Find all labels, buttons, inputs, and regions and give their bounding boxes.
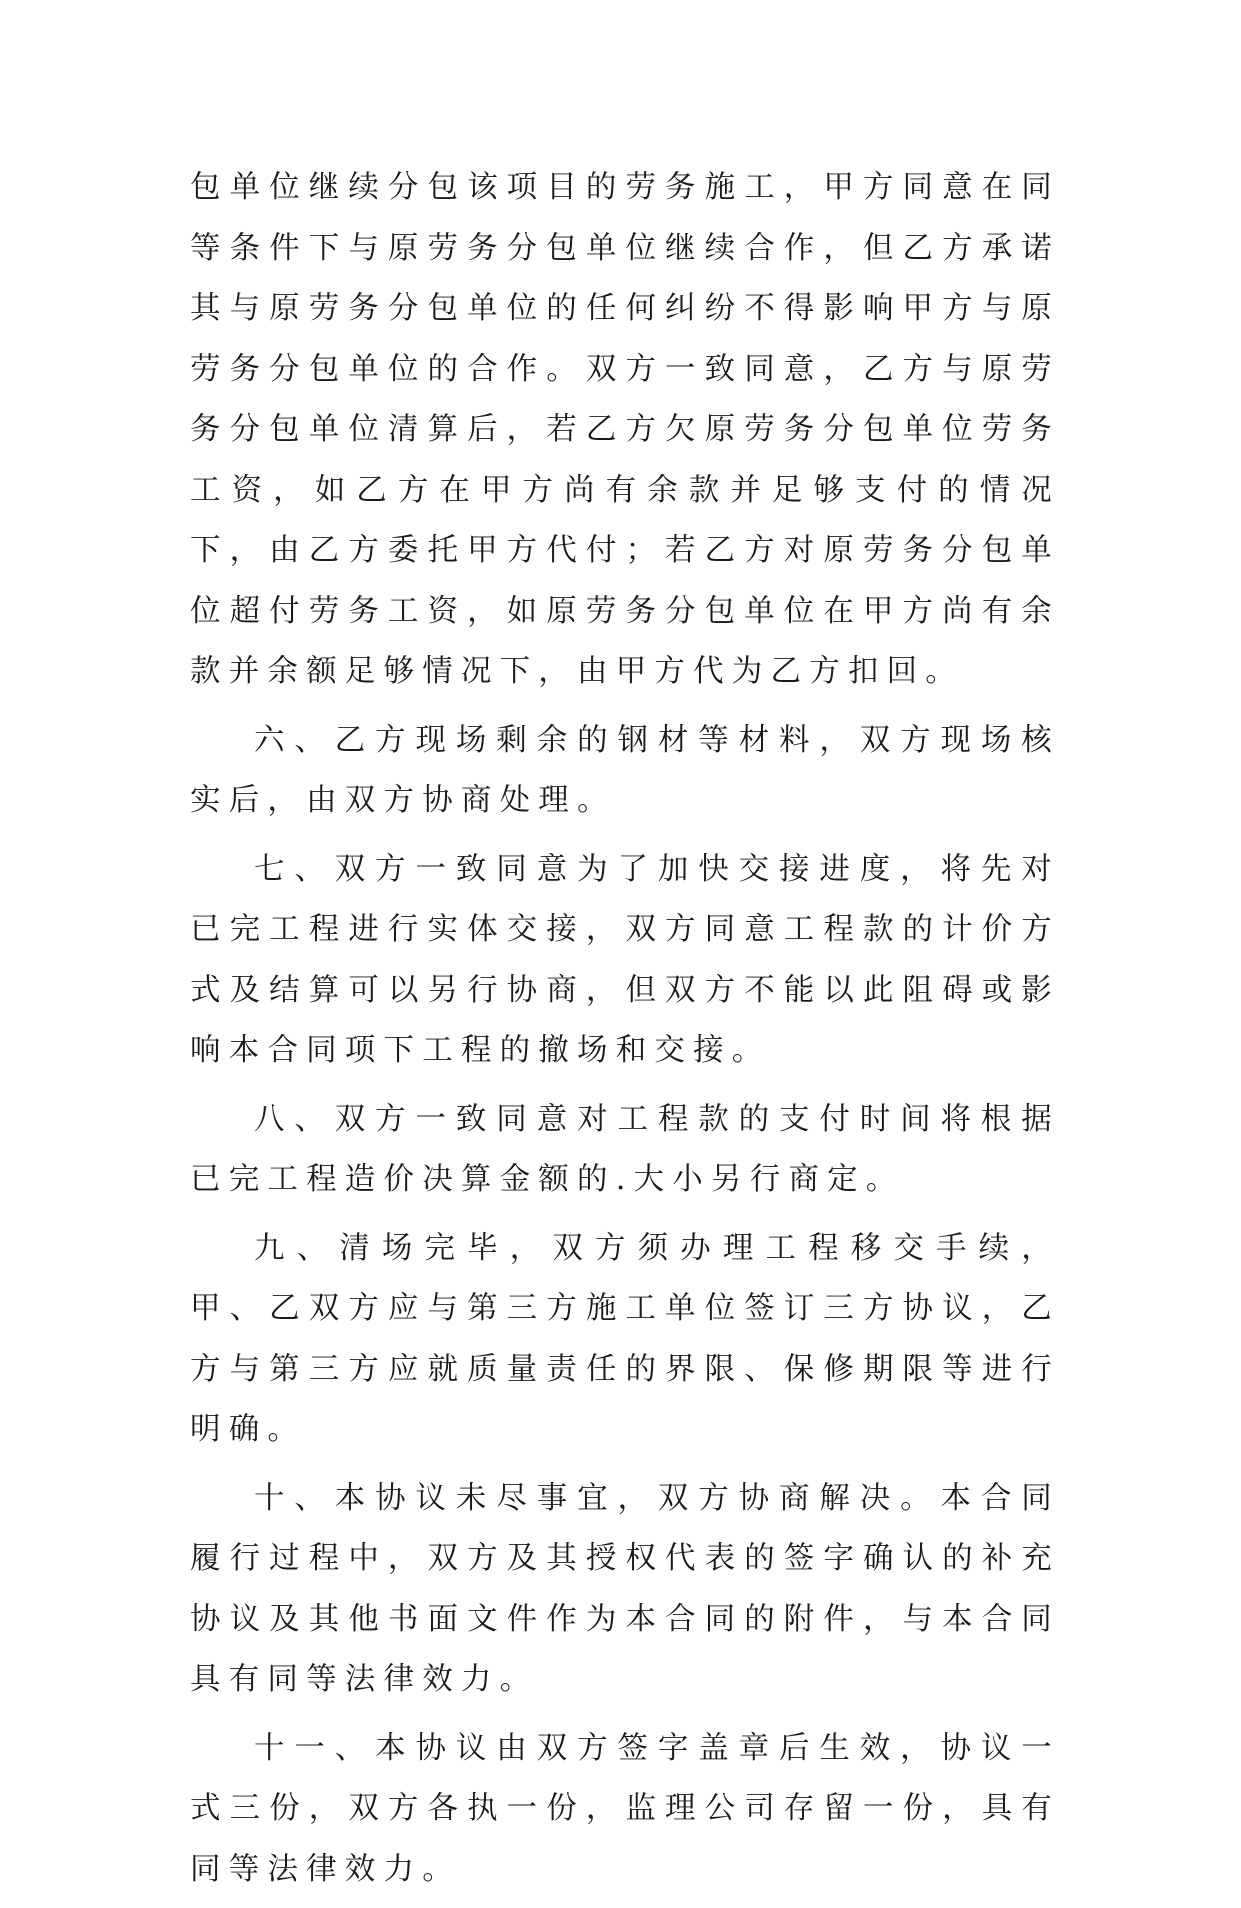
paragraph-clause-10: 十、本协议未尽事宜，双方协商解决。本合同履行过程中，双方及其授权代表的签字确认的补充协议及其他书面文件作为本合同的附件，与本合同具有同等法律效力。 [190,1480,1060,1697]
paragraph-continued: 包单位继续分包该项目的劳务施工，甲方同意在同等条件下与原劳务分包单位继续合作，但乙方承诺其与原劳务分包单位的任何纠纷不得影响甲方与原劳务分包单位的合作。双方一致同意，乙方与原劳务分包单位清算后，若乙方欠原劳务分包单位劳务工资，如乙方在甲方尚有余款并足够支付的情况下，由乙方委托甲方代付；若乙方对原劳务分包单位超付劳务工资，如原劳务分包单位在甲方尚有余款并余额足够情况下，由甲方代为乙方扣回。 [190,170,1060,689]
paragraph-clause-9: 九、清场完毕，双方须办理工程移交手续，甲、乙双方应与第三方施工单位签订三方协议，乙方与第三方应就质量责任的界限、保修期限等进行明确。 [190,1230,1060,1447]
paragraph-clause-7: 七、双方一致同意为了加快交接进度，将先对已完工程进行实体交接，双方同意工程款的计价方式及结算可以另行协商，但双方不能以此阻碍或影响本合同项下工程的撤场和交接。 [190,851,1060,1068]
document-body [190,158,1060,1908]
paragraph-clause-11: 十一、本协议由双方签字盖章后生效，协议一式三份，双方各执一份，监理公司存留一份，具有同等法律效力。 [190,1730,1060,1887]
paragraph-clause-6: 六、乙方现场剩余的钢材等材料，双方现场核实后，由双方协商处理。 [190,722,1060,818]
paragraph-clause-8: 八、双方一致同意对工程款的支付时间将根据已完工程造价决算金额的.大小另行商定。 [190,1101,1060,1197]
